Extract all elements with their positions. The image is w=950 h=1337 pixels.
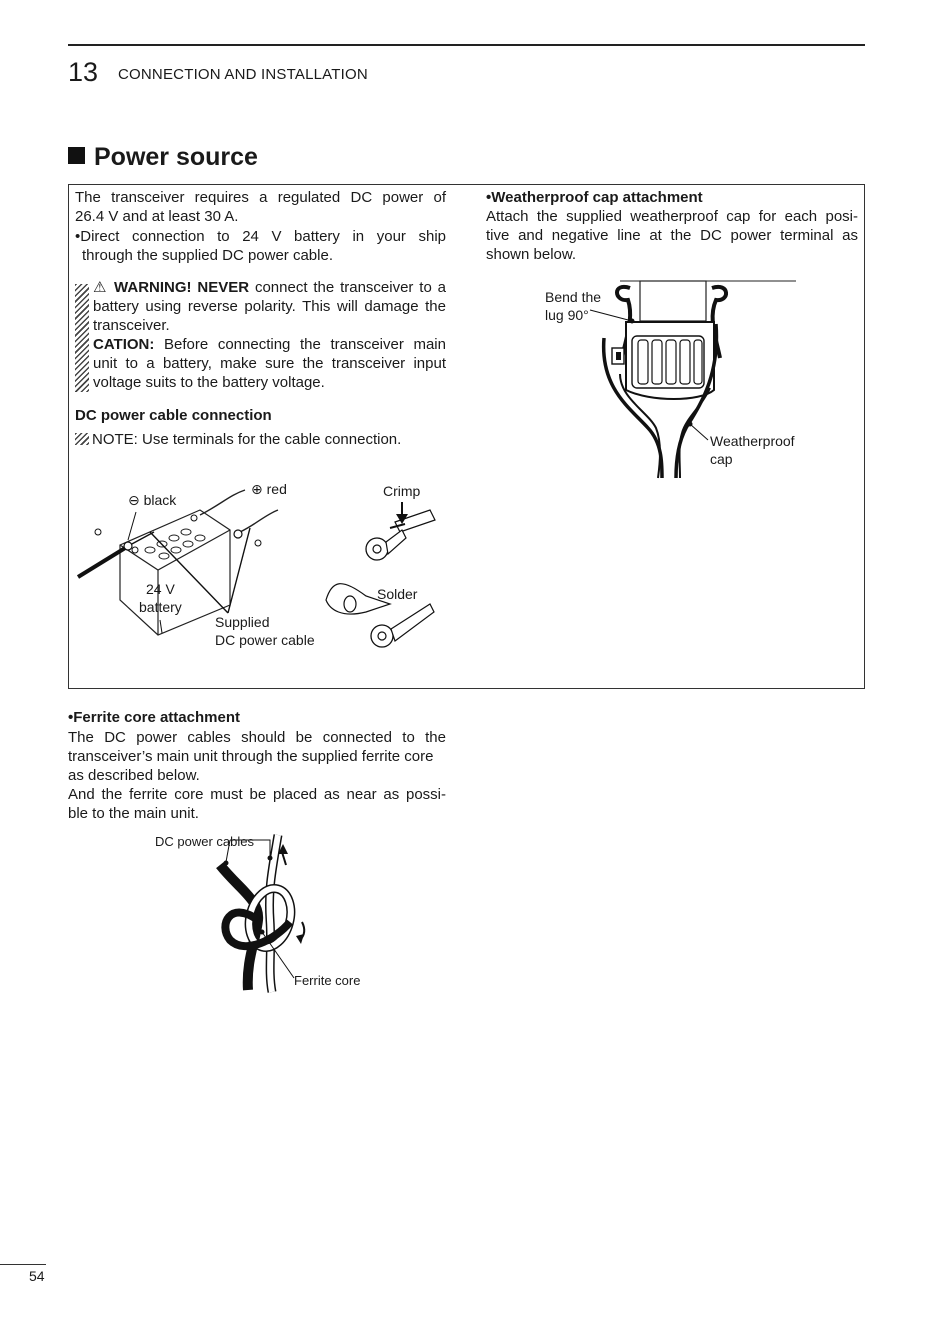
weatherproof-line-2: tive and negative line at the DC power terminal as xyxy=(486,227,858,244)
section-square-icon xyxy=(68,147,85,164)
cable-label-line-1: Supplied xyxy=(215,614,270,630)
warning-hatch-icon xyxy=(75,284,89,392)
red-cable-label: ⊕ red xyxy=(251,481,287,497)
crimp-label: Crimp xyxy=(383,483,421,499)
weatherproof-cap-label-line-1: Weatherproof xyxy=(710,433,795,449)
caution-line-1: Before connecting the transceiver main xyxy=(164,336,446,353)
warning-line-2: battery using reverse polarity. This will damage the xyxy=(93,298,446,315)
battery-label-line-1: 24 V xyxy=(146,581,175,597)
black-cable-label: ⊖ black xyxy=(128,492,177,508)
ferrite-core-label: Ferrite core xyxy=(294,973,361,988)
bend-lug-label-line-1: Bend the xyxy=(545,289,602,305)
intro-line-2: 26.4 V and at least 30 A. xyxy=(75,208,239,225)
cable-label-line-2: DC power cable xyxy=(215,632,315,648)
battery-label-line-2: battery xyxy=(139,599,182,615)
bullet-line-1: •Direct connection to 24 V battery in your ship xyxy=(75,228,446,245)
ferrite-line-4: And the ferrite core must be placed as near as possi- xyxy=(68,786,446,803)
warning-triangle-icon: ⚠ xyxy=(93,279,109,296)
dc-power-cables-label: DC power cables xyxy=(155,834,254,849)
solder-label: Solder xyxy=(377,586,418,602)
note-hatch-icon xyxy=(75,433,89,445)
warning-line-1: connect the transceiver to a xyxy=(254,279,447,296)
footer-rule xyxy=(0,1264,46,1265)
section-title-text: Power source xyxy=(94,143,258,171)
ferrite-heading: •Ferrite core attachment xyxy=(68,709,240,726)
ferrite-line-2: transceiver’s main unit through the supplied ferrite core xyxy=(68,748,434,765)
weatherproof-line-3: shown below. xyxy=(486,246,577,263)
caution-line-3: voltage suits to the battery voltage. xyxy=(93,374,325,391)
page-number: 54 xyxy=(29,1268,45,1284)
bullet-line-2: through the supplied DC power cable. xyxy=(82,247,333,264)
weatherproof-cap-label-line-2: cap xyxy=(710,451,733,467)
warning-label: WARNING! NEVER xyxy=(114,279,250,296)
bend-lug-label-line-2: lug 90° xyxy=(545,307,589,323)
ferrite-line-3: as described below. xyxy=(68,767,200,784)
caution-line-2: unit to a battery, make sure the transceiver input xyxy=(93,355,446,372)
weatherproof-cap-diagram xyxy=(590,278,800,483)
caution-label: CATION: xyxy=(93,336,155,353)
warning-block xyxy=(93,278,446,392)
weatherproof-heading: •Weatherproof cap attachment xyxy=(486,189,703,206)
weatherproof-line-1: Attach the supplied weatherproof cap for each posi- xyxy=(486,208,858,225)
chapter-number: 13 xyxy=(68,57,99,87)
chapter-title: CONNECTION AND INSTALLATION xyxy=(118,66,368,83)
header-rule xyxy=(68,44,865,46)
warning-line-3: transceiver. xyxy=(93,317,170,334)
section-title xyxy=(68,142,258,172)
ferrite-line-5: ble to the main unit. xyxy=(68,805,199,822)
note-text: NOTE: Use terminals for the cable connection. xyxy=(92,431,402,448)
ferrite-line-1: The DC power cables should be connected to the xyxy=(68,729,446,746)
cable-connection-heading: DC power cable connection xyxy=(75,407,272,424)
intro-line-1: The transceiver requires a regulated DC power of xyxy=(75,189,446,206)
